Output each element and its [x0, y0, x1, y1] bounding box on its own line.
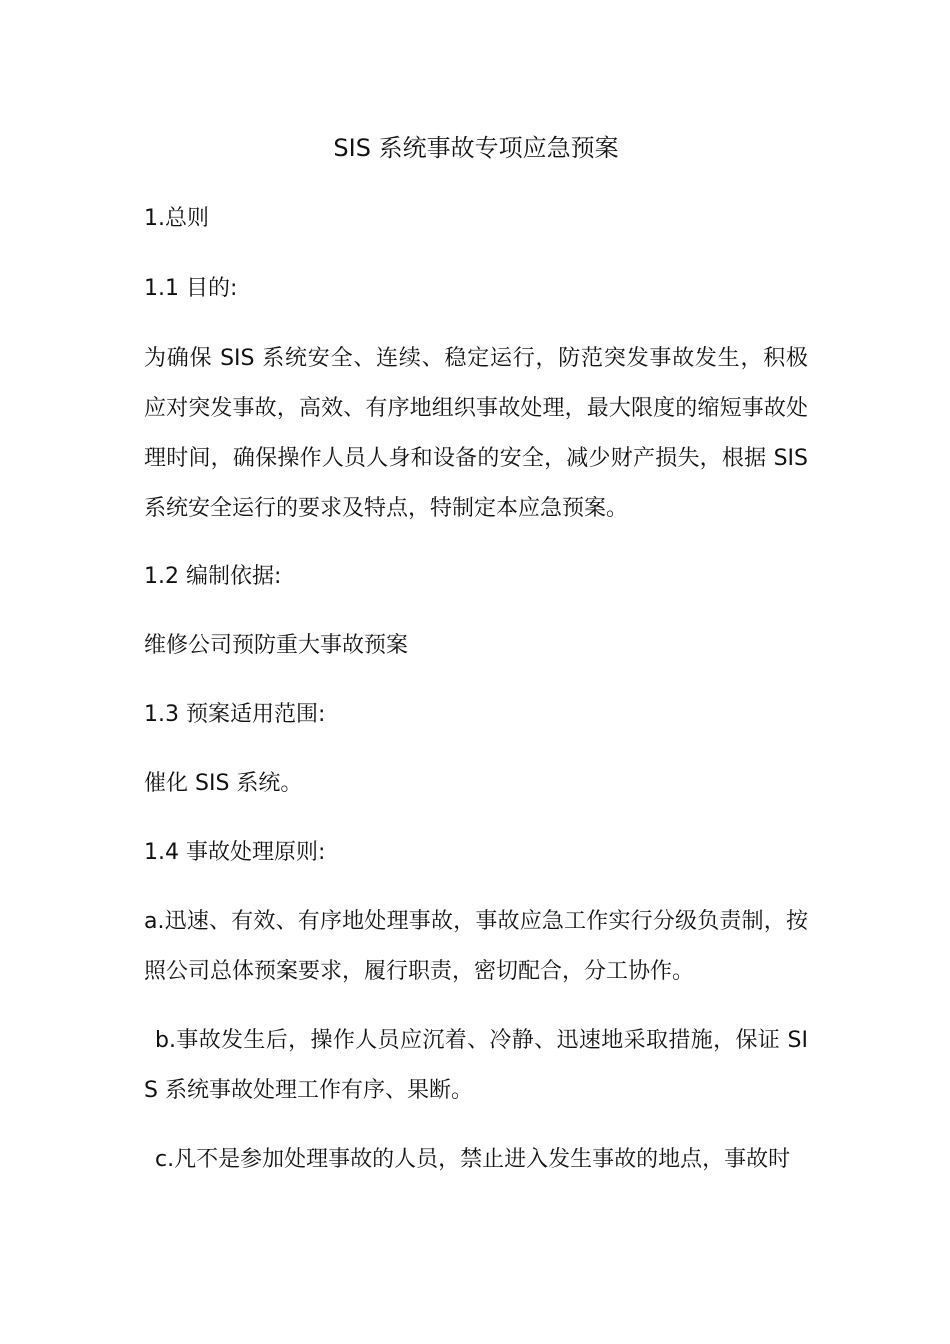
section-heading-purpose: 1.1 目的:	[144, 276, 238, 301]
principle-c: c.凡不是参加处理事故的人员，禁止进入发生事故的地点，事故时	[155, 1147, 791, 1172]
principle-a: a.迅速、有效、有序地处理事故，事故应急工作实行分级负责制，按照公司总体预案要求，履行职责，密切配合，分工协作。	[144, 909, 808, 984]
paragraph-purpose: 为确保 SIS 系统安全、连续、稳定运行，防范突发事故发生，积极应对突发事故，高效、有序地组织事故处理，最大限度的缩短事故处理时间，确保操作人员人身和设备的安全，减少财产损失，根据 SIS 系统安全运行的要求及特点，特制定本应急预案。	[144, 346, 808, 521]
paragraph-basis: 维修公司预防重大事故预案	[144, 633, 409, 658]
section-heading-basis: 1.2 编制依据:	[144, 564, 282, 589]
section-heading-principles: 1.4 事故处理原则:	[144, 840, 326, 865]
section-heading-general: 1.总则	[144, 206, 209, 231]
paragraph-scope: 催化 SIS 系统。	[144, 771, 303, 796]
principle-b: b.事故发生后，操作人员应沉着、冷静、迅速地采取措施，保证 SIS 系统事故处理工作有序、果断。	[144, 1028, 808, 1103]
page-title: SIS 系统事故专项应急预案	[333, 134, 619, 162]
section-heading-scope: 1.3 预案适用范围:	[144, 702, 326, 727]
